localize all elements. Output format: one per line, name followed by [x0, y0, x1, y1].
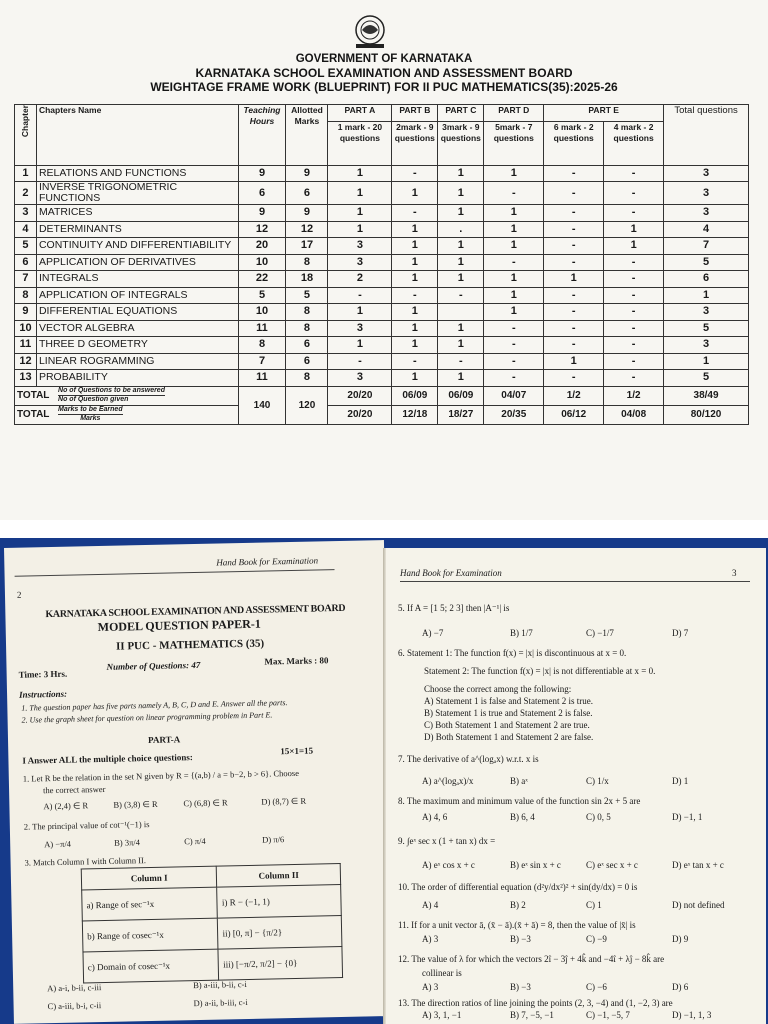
match-row-c-col2: iii) [−π/2, π/2] − {0}: [218, 947, 342, 981]
chapter-cell-m: 8: [286, 320, 328, 337]
chapter-cell-b: 1: [392, 370, 438, 387]
right-header: Hand Book for Examination: [400, 568, 502, 578]
chapter-cell-a: 3: [328, 370, 392, 387]
chapter-cell-a: 3: [328, 254, 392, 271]
chapter-cell-c: .: [438, 221, 484, 238]
question-1-cont: the correct answer: [42, 783, 106, 796]
chapter-cell-a: 2: [328, 271, 392, 288]
chapter-cell-c: 1: [438, 320, 484, 337]
chapter-cell-h: 6: [238, 182, 286, 205]
question-6-statement-1: 6. Statement 1: The function f(x) = |x| is discontinuous at x = 0.: [398, 648, 627, 658]
chapter-row: [15, 304, 749, 321]
match-row-b-col2: ii) [0, π] − {π/2}: [218, 916, 342, 950]
total-q-e2: 1/2: [604, 386, 664, 405]
chapter-cell-t: 5: [664, 254, 749, 271]
chapter-cell-h: 5: [238, 287, 286, 304]
chapter-cell-a: 1: [328, 337, 392, 354]
header-part-b-sub: 2mark - 9 questions: [392, 121, 438, 165]
chapter-cell-t: 1: [664, 353, 749, 370]
header-marks: Allotted Marks: [286, 105, 328, 166]
chapter-row: [15, 287, 749, 304]
chapter-cell-a: 1: [328, 205, 392, 222]
q2-option-a: A) −π/4: [44, 838, 72, 850]
chapter-cell-e2: -: [604, 205, 664, 222]
chapter-cell-d: 1: [484, 304, 544, 321]
chapter-cell-d: 1: [484, 221, 544, 238]
chapter-cell-t: 5: [664, 370, 749, 387]
q6-option-d: D) Both Statement 1 and Statement 2 are false.: [424, 732, 594, 742]
total-questions-row: [15, 386, 749, 405]
chapter-cell-m: 8: [286, 370, 328, 387]
chapter-cell-e2: -: [604, 353, 664, 370]
chapter-row: [15, 337, 749, 354]
total-m-e1: 06/12: [544, 405, 604, 424]
chapter-cell-a: 1: [328, 304, 392, 321]
q5-option-a: A) −7: [422, 628, 444, 638]
chapter-cell-e2: -: [604, 320, 664, 337]
total-m-c: 18/27: [438, 405, 484, 424]
chapter-number: 6: [15, 254, 37, 271]
match-row-a-col1: a) Range of sec⁻¹x: [82, 887, 218, 921]
chapter-row: [15, 271, 749, 288]
chapter-cell-d: 1: [484, 287, 544, 304]
chapter-cell-d: 1: [484, 205, 544, 222]
chapter-cell-b: 1: [392, 182, 438, 205]
chapter-cell-e2: -: [604, 182, 664, 205]
chapter-number: 9: [15, 304, 37, 321]
chapter-cell-m: 17: [286, 238, 328, 255]
total-m-d: 20/35: [484, 405, 544, 424]
q7-option-a: A) a^(logₐx)/x: [422, 776, 474, 786]
section-marks: 15×1=15: [280, 745, 314, 757]
chapter-cell-t: 5: [664, 320, 749, 337]
chapter-cell-c: [438, 304, 484, 321]
chapter-cell-a: -: [328, 353, 392, 370]
q10-option-d: D) not defined: [672, 900, 725, 910]
right-page: [386, 548, 766, 1024]
q10-option-c: C) 1: [586, 900, 602, 910]
chapter-cell-h: 20: [238, 238, 286, 255]
q8-option-a: A) 4, 6: [422, 812, 448, 822]
header-total: Total questions: [664, 105, 749, 166]
total-marks-row: [15, 405, 749, 424]
chapter-cell-c: 1: [438, 182, 484, 205]
total-q-t: 38/49: [664, 386, 749, 405]
chapter-cell-e1: 1: [544, 271, 604, 288]
question-6-prompt: Choose the correct among the following:: [424, 684, 572, 694]
q1-option-d: D) (8,7) ∈ R: [261, 795, 307, 807]
question-12-cont: collinear is: [422, 968, 462, 978]
q8-option-b: B) 6, 4: [510, 812, 535, 822]
q13-option-c: C) −1, −5, 7: [586, 1010, 630, 1020]
chapter-cell-a: 1: [328, 182, 392, 205]
chapter-cell-m: 12: [286, 221, 328, 238]
chapter-cell-b: -: [392, 353, 438, 370]
q9-option-a: A) eˣ cos x + c: [422, 860, 475, 870]
chapter-cell-t: 4: [664, 221, 749, 238]
chapter-cell-d: -: [484, 254, 544, 271]
photo-gap: [0, 520, 768, 538]
q2-option-c: C) π/4: [184, 835, 206, 847]
chapter-cell-e1: -: [544, 221, 604, 238]
chapter-row: [15, 182, 749, 205]
chapter-cell-e2: 1: [604, 238, 664, 255]
chapter-cell-t: 3: [664, 205, 749, 222]
q3-option-b: B) a-iii, b-ii, c-i: [193, 979, 247, 991]
paper-title: MODEL QUESTION PAPER-1: [97, 616, 261, 635]
chapter-cell-h: 22: [238, 271, 286, 288]
chapter-cell-a: 3: [328, 320, 392, 337]
chapter-cell-h: 9: [238, 165, 286, 182]
chapter-row: [15, 370, 749, 387]
chapter-name: CONTINUITY AND DIFFERENTIABILITY: [36, 238, 238, 255]
chapter-row: [15, 221, 749, 238]
chapter-number: 4: [15, 221, 37, 238]
chapter-cell-m: 8: [286, 254, 328, 271]
question-7: 7. The derivative of a^(logₐx) w.r.t. x is: [398, 754, 539, 764]
chapter-cell-c: 1: [438, 254, 484, 271]
chapter-name: DETERMINANTS: [36, 221, 238, 238]
chapter-cell-b: 1: [392, 320, 438, 337]
chapter-cell-m: 8: [286, 304, 328, 321]
header-part-c-sub: 3mark - 9 questions: [438, 121, 484, 165]
match-col1-header: Column I: [81, 866, 217, 890]
total-note-1b: No of Question given: [58, 396, 129, 403]
header-part-c: PART C: [438, 105, 484, 122]
header-part-a: PART A: [328, 105, 392, 122]
chapter-name: INTEGRALS: [36, 271, 238, 288]
match-col2-header: Column II: [217, 864, 341, 888]
left-header: Hand Book for Examination: [216, 555, 319, 568]
header-chapter-name: Chapters Name: [36, 105, 238, 166]
chapter-cell-a: 3: [328, 238, 392, 255]
section-heading: I Answer ALL the multiple choice questions:: [22, 752, 193, 766]
chapter-cell-m: 5: [286, 287, 328, 304]
blueprint-title-2: KARNATAKA SCHOOL EXAMINATION AND ASSESSMENT BOARD: [195, 66, 573, 80]
question-12: 12. The value of λ for which the vectors 2î − 3ĵ + 4k̂ and −4î + λĵ − 8k̂ are: [398, 954, 665, 964]
chapter-row: [15, 254, 749, 271]
chapter-cell-m: 6: [286, 182, 328, 205]
chapter-cell-a: -: [328, 287, 392, 304]
chapter-cell-e2: -: [604, 271, 664, 288]
header-part-e2-sub: 4 mark - 2 questions: [604, 121, 664, 165]
chapter-cell-m: 6: [286, 353, 328, 370]
total-m-e2: 04/08: [604, 405, 664, 424]
header-part-b: PART B: [392, 105, 438, 122]
chapter-cell-h: 10: [238, 254, 286, 271]
chapter-name: VECTOR ALGEBRA: [36, 320, 238, 337]
chapter-cell-e1: -: [544, 337, 604, 354]
chapter-cell-e1: -: [544, 370, 604, 387]
board-name: KARNATAKA SCHOOL EXAMINATION AND ASSESSMENT BOARD: [45, 602, 346, 621]
left-page: [4, 540, 394, 1024]
chapter-number: 7: [15, 271, 37, 288]
chapter-cell-e1: -: [544, 238, 604, 255]
q11-option-c: C) −9: [586, 934, 607, 944]
q11-option-d: D) 9: [672, 934, 689, 944]
chapter-cell-d: -: [484, 337, 544, 354]
q11-option-b: B) −3: [510, 934, 531, 944]
chapter-cell-e2: -: [604, 165, 664, 182]
header-part-e1-sub: 6 mark - 2 questions: [544, 121, 604, 165]
q3-option-d: D) a-ii, b-iii, c-i: [193, 996, 248, 1009]
question-11: 11. If for a unit vector ā, (x̄ − ā).(x̄ + ā) = 8, then the value of |x̄| is: [398, 920, 636, 930]
chapter-cell-b: -: [392, 165, 438, 182]
q13-option-a: A) 3, 1, −1: [422, 1010, 462, 1020]
q12-option-a: A) 3: [422, 982, 439, 992]
chapter-cell-e2: 1: [604, 221, 664, 238]
chapter-name: DIFFERENTIAL EQUATIONS: [36, 304, 238, 321]
q1-option-a: A) (2,4) ∈ R: [43, 800, 89, 812]
chapter-name: LINEAR ROGRAMMING: [36, 353, 238, 370]
chapter-cell-c: -: [438, 287, 484, 304]
instruction-1: 1. The question paper has five parts namely A, B, C, D and E. Answer all the parts.: [21, 698, 288, 713]
chapter-cell-c: 1: [438, 271, 484, 288]
total-q-a: 20/20: [328, 386, 392, 405]
right-page-number: 3: [732, 568, 737, 578]
q5-option-c: C) −1/7: [586, 628, 614, 638]
total-marks: 120: [286, 386, 328, 424]
chapter-cell-e1: -: [544, 182, 604, 205]
question-6-statement-2: Statement 2: The function f(x) = |x| is not differentiable at x = 0.: [424, 666, 656, 676]
chapter-cell-m: 18: [286, 271, 328, 288]
chapter-cell-h: 7: [238, 353, 286, 370]
chapter-cell-c: 1: [438, 205, 484, 222]
header-hours: Teaching Hours: [238, 105, 286, 166]
q3-option-a: A) a-i, b-ii, c-iii: [47, 982, 102, 994]
chapter-row: [15, 320, 749, 337]
max-marks: Max. Marks : 80: [264, 655, 329, 667]
question-13: 13. The direction ratios of line joining the points (2, 3, −4) and (1, −2, 3) are: [398, 998, 673, 1008]
total-label-1: TOTAL: [17, 390, 50, 402]
q10-option-a: A) 4: [422, 900, 439, 910]
chapter-cell-h: 12: [238, 221, 286, 238]
chapter-cell-t: 3: [664, 165, 749, 182]
chapter-cell-c: -: [438, 353, 484, 370]
header-part-a-sub: 1 mark - 20 questions: [328, 121, 392, 165]
government-emblem-icon: [350, 14, 390, 50]
total-note-2a: Marks to be Earned: [58, 406, 123, 413]
chapter-cell-t: 6: [664, 271, 749, 288]
q7-option-d: D) 1: [672, 776, 689, 786]
q13-option-b: B) 7, −5, −1: [510, 1010, 554, 1020]
paper-subject: II PUC - MATHEMATICS (35): [115, 637, 265, 653]
question-10: 10. The order of differential equation (d²y/dx²)² + sin(dy/dx) = 0 is: [398, 882, 638, 892]
total-note-2b: Marks: [80, 415, 101, 422]
chapter-name: APPLICATION OF DERIVATIVES: [36, 254, 238, 271]
q1-option-b: B) (3,8) ∈ R: [113, 798, 158, 810]
chapter-cell-e1: -: [544, 205, 604, 222]
chapter-cell-h: 11: [238, 370, 286, 387]
part-a-heading: PART-A: [147, 734, 181, 746]
chapter-number: 11: [15, 337, 37, 354]
chapter-name: PROBABILITY: [36, 370, 238, 387]
q6-option-b: B) Statement 1 is true and Statement 2 is false.: [424, 708, 593, 718]
chapter-cell-e1: -: [544, 254, 604, 271]
q11-option-a: A) 3: [422, 934, 439, 944]
q8-option-c: C) 0, 5: [586, 812, 611, 822]
header-part-d-sub: 5mark - 7 questions: [484, 121, 544, 165]
chapter-cell-b: 1: [392, 221, 438, 238]
chapter-cell-h: 11: [238, 320, 286, 337]
chapter-name: APPLICATION OF INTEGRALS: [36, 287, 238, 304]
chapter-cell-d: 1: [484, 165, 544, 182]
chapter-cell-c: 1: [438, 238, 484, 255]
chapter-cell-a: 1: [328, 165, 392, 182]
match-row-a-col2: i) R − (−1, 1): [217, 885, 341, 919]
instruction-2: 2. Use the graph sheet for question on linear programming problem in Part E.: [21, 710, 273, 725]
chapter-cell-t: 3: [664, 337, 749, 354]
chapter-row: [15, 238, 749, 255]
q12-option-c: C) −6: [586, 982, 607, 992]
q13-option-d: D) −1, 1, 3: [672, 1010, 712, 1020]
chapter-cell-e2: -: [604, 287, 664, 304]
chapter-cell-d: -: [484, 320, 544, 337]
question-2: 2. The principal value of cot⁻¹(−1) is: [23, 819, 150, 832]
chapter-cell-b: -: [392, 205, 438, 222]
chapter-cell-e1: -: [544, 165, 604, 182]
chapter-cell-e2: -: [604, 254, 664, 271]
chapter-cell-h: 10: [238, 304, 286, 321]
total-m-b: 12/18: [392, 405, 438, 424]
blueprint-title-1: GOVERNMENT OF KARNATAKA: [295, 53, 473, 65]
chapter-cell-b: -: [392, 287, 438, 304]
q2-option-d: D) π/6: [262, 834, 285, 845]
chapter-cell-t: 3: [664, 304, 749, 321]
match-row-b-col1: b) Range of cosec⁻¹x: [82, 918, 218, 952]
chapter-cell-e1: -: [544, 287, 604, 304]
chapter-name: INVERSE TRIGONOMETRIC FUNCTIONS: [36, 182, 238, 205]
blueprint-title-3: WEIGHTAGE FRAME WORK (BLUEPRINT) FOR II PUC MATHEMATICS(35):2025-26: [150, 80, 618, 94]
chapter-cell-e2: -: [604, 370, 664, 387]
chapter-number: 1: [15, 165, 37, 182]
chapter-cell-d: -: [484, 182, 544, 205]
chapter-cell-e1: -: [544, 304, 604, 321]
chapter-number: 8: [15, 287, 37, 304]
chapter-cell-d: -: [484, 370, 544, 387]
total-label-2: TOTAL: [17, 409, 50, 421]
total-note-1a: No of Questions to be answered: [58, 387, 165, 394]
chapter-cell-t: 7: [664, 238, 749, 255]
chapter-cell-m: 9: [286, 165, 328, 182]
chapter-number: 2: [15, 182, 37, 205]
chapter-cell-b: 1: [392, 271, 438, 288]
chapter-cell-c: 1: [438, 370, 484, 387]
q5-option-d: D) 7: [672, 628, 689, 638]
chapter-name: RELATIONS AND FUNCTIONS: [36, 165, 238, 182]
total-q-e1: 1/2: [544, 386, 604, 405]
q12-option-b: B) −3: [510, 982, 531, 992]
chapter-number: 3: [15, 205, 37, 222]
chapter-number: 13: [15, 370, 37, 387]
chapter-cell-b: 1: [392, 304, 438, 321]
chapter-cell-t: 3: [664, 182, 749, 205]
header-chapter: Chapter: [15, 105, 37, 166]
total-q-c: 06/09: [438, 386, 484, 405]
instructions-heading: Instructions:: [18, 688, 68, 700]
chapter-name: MATRICES: [36, 205, 238, 222]
chapter-number: 5: [15, 238, 37, 255]
q5-option-b: B) 1/7: [510, 628, 533, 638]
chapter-cell-d: -: [484, 353, 544, 370]
chapter-cell-h: 8: [238, 337, 286, 354]
header-part-d: PART D: [484, 105, 544, 122]
total-m-a: 20/20: [328, 405, 392, 424]
q9-option-c: C) eˣ sec x + c: [586, 860, 638, 870]
chapter-row: [15, 205, 749, 222]
question-1: 1. Let R be the relation in the set N given by R = {(a,b) / a = b−2, b > 6}. Choose: [22, 767, 300, 784]
chapter-number: 12: [15, 353, 37, 370]
chapter-cell-c: 1: [438, 165, 484, 182]
chapter-cell-d: 1: [484, 271, 544, 288]
chapter-cell-c: 1: [438, 337, 484, 354]
total-q-d: 04/07: [484, 386, 544, 405]
chapter-cell-d: 1: [484, 238, 544, 255]
question-3: 3. Match Column I with Column II.: [24, 855, 147, 868]
chapter-number: 10: [15, 320, 37, 337]
q6-option-c: C) Both Statement 1 and Statement 2 are true.: [424, 720, 590, 730]
q9-option-b: B) eˣ sin x + c: [510, 860, 561, 870]
chapter-cell-t: 1: [664, 287, 749, 304]
chapter-row: [15, 353, 749, 370]
chapter-cell-e2: -: [604, 337, 664, 354]
chapter-cell-h: 9: [238, 205, 286, 222]
chapter-cell-m: 9: [286, 205, 328, 222]
chapter-cell-b: 1: [392, 254, 438, 271]
question-5: 5. If A = [1 5; 2 3] then |A⁻¹| is: [398, 603, 510, 613]
chapter-cell-m: 6: [286, 337, 328, 354]
chapter-name: THREE D GEOMETRY: [36, 337, 238, 354]
q10-option-b: B) 2: [510, 900, 526, 910]
q9-option-d: D) eˣ tan x + c: [672, 860, 724, 870]
question-8: 8. The maximum and minimum value of the function sin 2x + 5 are: [398, 796, 641, 806]
chapter-cell-e2: -: [604, 304, 664, 321]
chapter-cell-a: 1: [328, 221, 392, 238]
number-of-questions: Number of Questions: 47: [106, 659, 201, 672]
match-row-c-col1: c) Domain of cosec⁻¹x: [83, 949, 219, 983]
q7-option-c: C) 1/x: [586, 776, 609, 786]
q1-option-c: C) (6,8) ∈ R: [183, 797, 228, 809]
blueprint-table: [14, 104, 749, 425]
exam-time: Time: 3 Hrs.: [18, 668, 68, 680]
question-9: 9. ∫eˣ sec x (1 + tan x) dx =: [398, 836, 496, 846]
q8-option-d: D) −1, 1: [672, 812, 703, 822]
q2-option-b: B) 3π/4: [114, 837, 141, 848]
chapter-cell-e1: 1: [544, 353, 604, 370]
chapter-cell-e1: -: [544, 320, 604, 337]
q7-option-b: B) aˣ: [510, 776, 528, 786]
match-table: [81, 863, 343, 983]
q12-option-d: D) 6: [672, 982, 689, 992]
q6-option-a: A) Statement 1 is false and Statement 2 is true.: [424, 696, 593, 706]
q3-option-c: C) a-iii, b-i, c-ii: [47, 1000, 102, 1012]
total-q-b: 06/09: [392, 386, 438, 405]
chapter-cell-b: 1: [392, 337, 438, 354]
header-part-e: PART E: [544, 105, 664, 122]
total-m-t: 80/120: [664, 405, 749, 424]
left-page-number: 2: [16, 589, 22, 600]
chapter-cell-b: 1: [392, 238, 438, 255]
total-hours: 140: [238, 386, 286, 424]
chapter-row: [15, 165, 749, 182]
